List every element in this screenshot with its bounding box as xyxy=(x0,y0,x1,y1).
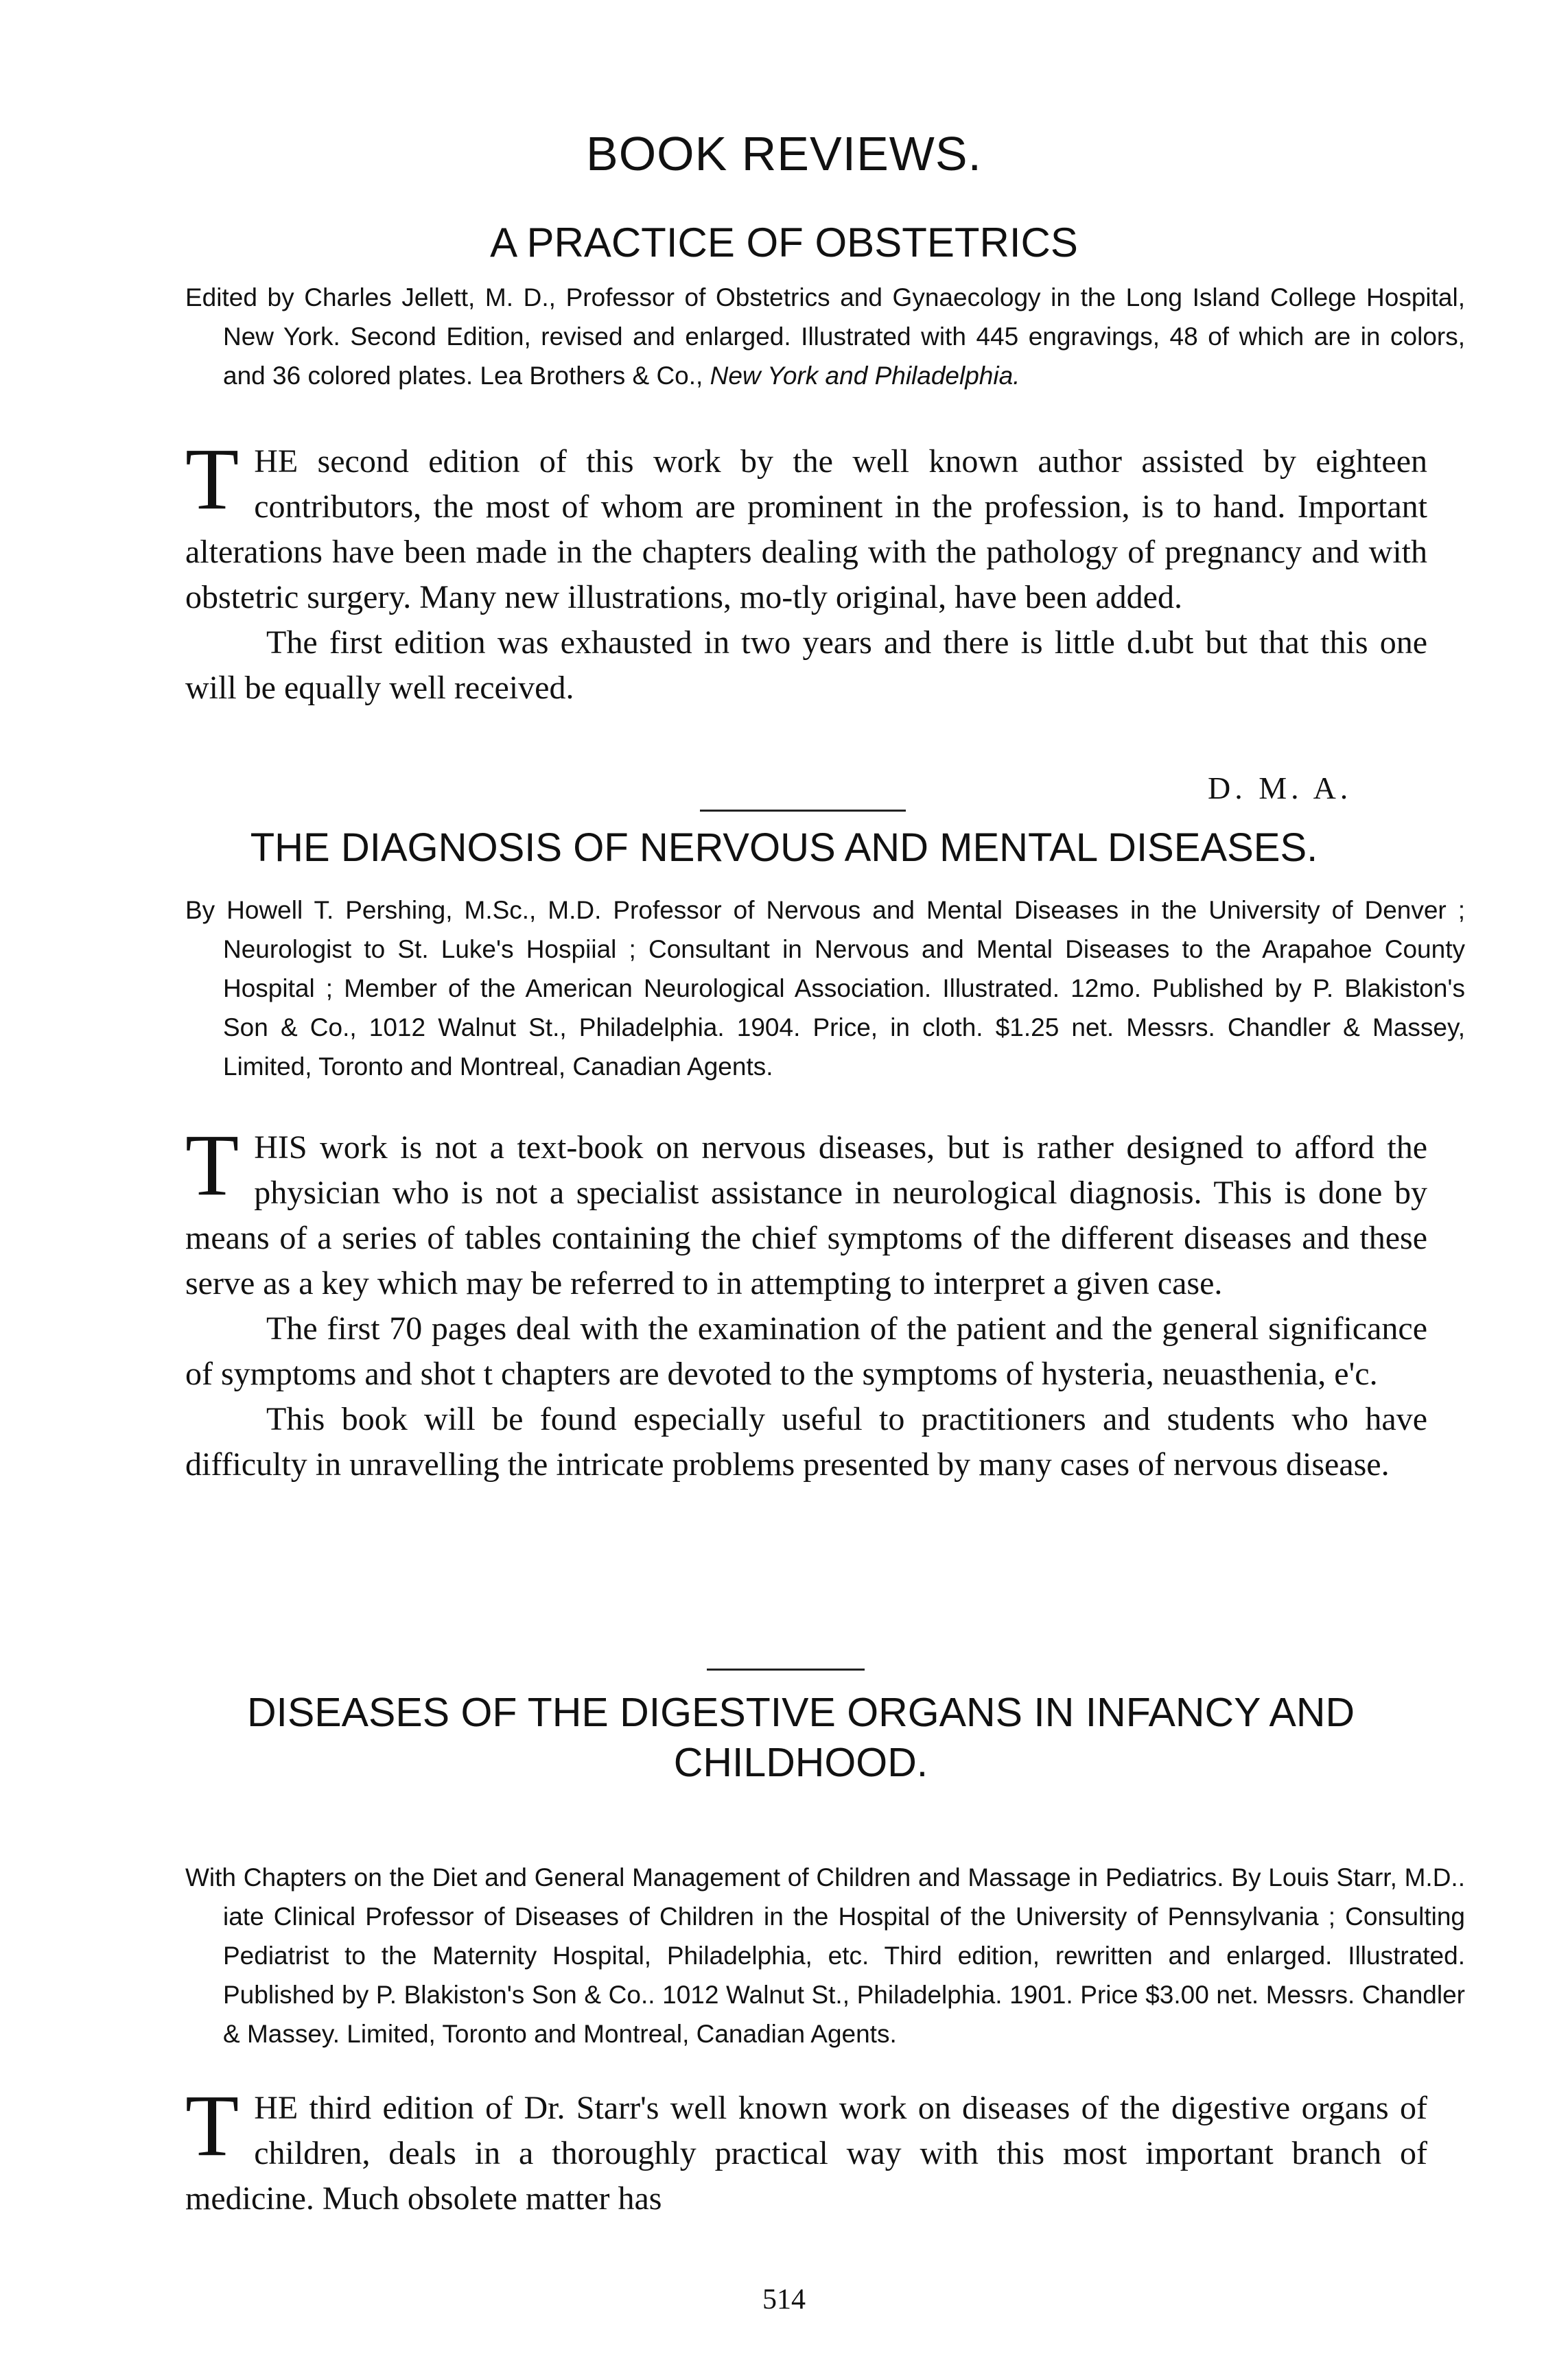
section-divider xyxy=(700,810,906,812)
paragraph-text: HE third edition of Dr. Starr's well known work on diseases of the digestive organs of children, deals in a thoroughly practical way with this most important branch of medicine. Much obsolete matter has xyxy=(185,2090,1427,2217)
drop-cap: T xyxy=(185,430,239,528)
review-bibliography-digestive-organs: With Chapters on the Diet and General Management of Children and Massage in Pediatrics. By Louis Starr, M.D.. iate Clinical Professor of Diseases of Children in the Hospital of the University of Pennsylvania ; Consulting Pediatrist to the Maternity Hospital, Philadelphia, etc. Third edition, rewritten and enlarged. Illustrated. Published by P. Blakiston's Son & Co.. 1012 Walnut St., Philadelphia. 1901. Price $3.00 net. Messrs. Chandler & Massey. Limited, Toronto and Montreal, Canadian Agents. xyxy=(185,1863,1465,2048)
biblio-publisher-place: New York and Philadelphia. xyxy=(710,362,1020,390)
review-paragraph xyxy=(185,2077,1427,2222)
review-bibliography-obstetrics xyxy=(185,278,1465,395)
reviewer-signature: D. M. A. xyxy=(1208,770,1353,805)
review-title-digestive-organs: DISEASES OF THE DIGESTIVE ORGANS IN INFANCY AND CHILDHOOD. xyxy=(246,1690,1355,1785)
drop-cap: T xyxy=(185,1116,239,1214)
section-divider xyxy=(707,1669,865,1671)
drop-cap: T xyxy=(185,2077,239,2174)
biblio-text: Edited by Charles Jellett, M. D., Professor of Obstetrics and Gynaecology in the Long Island College Hospital, New York. Second Edition, revised and enlarged. Illustrated with 445 engravings, 48 of which are in colors, and 36 colored plates. Lea Brothers & Co., xyxy=(185,283,1465,390)
review-body-nervous-diseases xyxy=(185,1116,1427,1487)
paragraph-text: HIS work is not a text-book on nervous diseases, but is rather designed to afford the physician who is not a specialist assistance in neurological diagnosis. This is done by means of a series of tables containing the chief symptoms of the different diseases and these serve as a key which may be referred to in attempting to interpret a given case. xyxy=(185,1129,1427,1301)
review-paragraph xyxy=(185,430,1427,620)
review-paragraph: The first edition was exhausted in two years and there is little d.ubt but that this one will be equally well received. xyxy=(185,624,1427,706)
review-title-nervous-diseases: THE DIAGNOSIS OF NERVOUS AND MENTAL DISEASES. xyxy=(250,825,1318,870)
paragraph-text: HE second edition of this work by the well known author assisted by eighteen contributors, the most of whom are prominent in the profession, is to hand. Important alterations have been made in the chapters dealing with the pathology of pregnancy and with obstetric surgery. Many new illustrations, mo-tly original, have been added. xyxy=(185,443,1427,615)
review-body-digestive-organs xyxy=(185,2077,1427,2222)
review-paragraph: The first 70 pages deal with the examination of the patient and the general significance of symptoms and shot t chapters are devoted to the symptoms of hysteria, neuasthenia, e'c. xyxy=(185,1310,1427,1392)
review-title-obstetrics: A PRACTICE OF OBSTETRICS xyxy=(490,220,1078,266)
review-bibliography-nervous-diseases: By Howell T. Pershing, M.Sc., M.D. Professor of Nervous and Mental Diseases in the University of Denver ; Neurologist to St. Luke's Hospiial ; Consultant in Nervous and Mental Diseases to the Arapahoe County Hospital ; Member of the American Neurological Association. Illustrated. 12mo. Published by P. Blakiston's Son & Co., 1012 Walnut St., Philadelphia. 1904. Price, in cloth. $1.25 net. Messrs. Chandler & Massey, Limited, Toronto and Montreal, Canadian Agents. xyxy=(185,896,1465,1081)
review-paragraph: This book will be found especially useful to practitioners and students who have difficulty in unravelling the intricate problems presented by many cases of nervous disease. xyxy=(185,1401,1427,1483)
page-heading: BOOK REVIEWS. xyxy=(586,127,982,180)
page-number: 514 xyxy=(762,2284,806,2316)
review-body-obstetrics xyxy=(185,430,1427,711)
review-paragraph xyxy=(185,1116,1427,1306)
